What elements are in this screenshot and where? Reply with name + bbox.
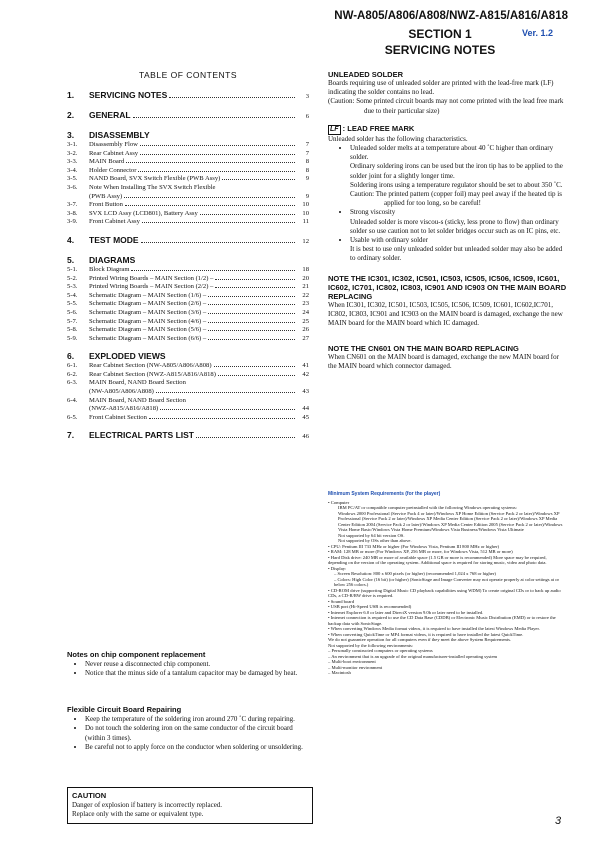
toc-entry-page: 11 (302, 218, 309, 226)
toc-entry-page: 23 (302, 300, 309, 308)
toc-leader (200, 214, 295, 215)
unleaded-caution: (Caution: Some printed circuit boards may not come printed with the lead free mark due to their particular size) (328, 97, 564, 115)
toc-leader (215, 279, 295, 280)
toc-entry-page: 20 (302, 274, 309, 282)
toc-entry-number: 6-3. (67, 379, 78, 387)
list-item (350, 236, 568, 264)
toc-entry-number: 5-1. (67, 265, 78, 273)
toc-entry-text: Front Button (89, 201, 123, 209)
toc-leader (160, 409, 295, 410)
toc-entry-text: ELECTRICAL PARTS LIST (89, 430, 194, 441)
toc-leader (208, 296, 295, 297)
toc-leader (138, 171, 295, 172)
toc-entry-text: Schematic Diagram – MAIN Section (5/6) – (89, 326, 207, 334)
toc-section (67, 130, 309, 141)
toc-entry-page: 9 (305, 192, 309, 200)
toc-leader (218, 375, 295, 376)
toc-entry-number: 2. (67, 110, 75, 120)
toc-leader (133, 117, 295, 118)
lf-title: : LEAD FREE MARK (342, 123, 415, 133)
sysreq-line: • Display: (328, 565, 347, 571)
lead-free-logo: LF (330, 125, 339, 133)
toc-entry-text: MAIN Board, NAND Board Section (89, 396, 186, 404)
toc-entry-text: Schematic Diagram – MAIN Section (2/6) – (89, 300, 207, 308)
toc-leader (208, 339, 295, 340)
toc-entry-page: 3 (305, 93, 309, 100)
toc-entry-number: 5-9. (67, 334, 78, 342)
toc-entry-number: 4. (67, 234, 75, 245)
toc-entry-text: Schematic Diagram – MAIN Section (3/6) – (89, 308, 207, 316)
toc-entry-text: Printed Wiring Boards – MAIN Section (2/2) – (89, 283, 214, 291)
sysreq-line: – Colors: High Color (16 bit) (or higher) (SonicStage and Image Converter may not operate properly at color settings at or below 256 colors.) (334, 576, 560, 587)
toc-title: TABLE OF CONTENTS (138, 70, 238, 80)
sysreq-line: – Macintosh (328, 670, 351, 675)
ic-note-title: NOTE THE IC301, IC302, IC501, IC503, IC505, IC506, IC509, IC601, IC602, IC701, IC802, IC803, IC901 AND IC903 ON THE MAIN BOARD REPLACING (328, 273, 567, 301)
page-number: 3 (555, 815, 562, 827)
toc-entry-number: 5-5. (67, 300, 78, 308)
sysreq-line: – An environment that is an upgrade of the original manufacturer-installed operating system (328, 653, 498, 659)
toc-entry-number: 1. (67, 90, 75, 100)
toc-leader (125, 205, 295, 206)
list-item: • Keep the temperature of the soldering iron around 270 ˚C during repairing. (85, 715, 309, 724)
toc-section (67, 430, 309, 442)
toc-entry-number: 3-3. (67, 158, 78, 166)
toc-entry-number: 3-7. (67, 201, 78, 209)
sysreq-title: Minimum System Requirements (for the player) (328, 491, 441, 497)
toc-entry (67, 275, 309, 284)
version-label: Ver. 1.2 (522, 28, 554, 38)
toc-leader (208, 304, 295, 305)
toc-entry-text: Printed Wiring Boards – MAIN Section (1/2) – (89, 274, 214, 282)
sysreq-line: • When converting QuickTime or MP4 format videos, it is required to have installed the latest QuickTime. (328, 631, 524, 637)
toc-section (67, 110, 309, 122)
toc-entry (67, 397, 309, 406)
toc-entry-text: SERVICING NOTES (89, 90, 168, 100)
chip-notes-title: Notes on chip component replacement (67, 650, 206, 659)
flex-board-notes (67, 705, 309, 752)
toc-entry-text: MAIN Board, NAND Board Section (89, 379, 186, 387)
toc-entry-number: 6-4. (67, 396, 78, 404)
toc-entry-text: Schematic Diagram – MAIN Section (6/6) – (89, 334, 207, 342)
toc-entry-page: 25 (302, 317, 309, 325)
section-subtitle: SERVICING NOTES (384, 43, 496, 57)
sysreq-line: IBM PC/AT or compatible computer preinstalled with the following Windows operating systems: (338, 505, 517, 510)
toc-entry-number: 3-4. (67, 166, 78, 174)
toc-entry (67, 167, 309, 176)
sysreq-line: Not supported by the following environments: (328, 642, 414, 648)
sysreq-line: • Computer (328, 499, 350, 505)
cn-note-body: When CN601 on the MAIN board is damaged, exchange the new MAIN board for the MAIN board which connector damaged. (328, 353, 559, 371)
list-item: • Be careful not to apply force on the conductor when soldering or unsoldering. (85, 743, 309, 752)
toc-entry-number: 5-4. (67, 291, 78, 299)
sysreq-line: We do not guarantee operation for all computers even if they meet the above System Requirements. (328, 637, 512, 642)
sysreq-line: Windows 2000 Professional (Service Pack 4 or later)/Windows XP Home Edition (Service Pack 2 or later)/Windows XP Professional (Service Pack 2 or later)/Windows XP Media Center Edition (Service Pack 2 or later)/Windows XP Media Center Edition 2004 (Service Pack 2 or later)/Windows XP Media Center Edition 2005 (Service Pack 2 or later)/Windows Vista Home Basic/Windows Vista Home Premium/Windows Vista Business/Windows Vista Ultimate (338, 510, 563, 532)
toc-leader (208, 330, 295, 331)
toc-entry-number: 7. (67, 430, 75, 441)
toc-entry-page: 22 (302, 291, 309, 299)
toc-entry (67, 175, 309, 184)
toc-leader (156, 392, 295, 393)
sysreq-line: – Screen Resolution: 800 x 600 pixels (or higher) (recommended 1,024 x 768 or higher) (334, 571, 496, 576)
toc-entry-number: 6-5. (67, 413, 78, 421)
toc-entry (67, 309, 309, 318)
toc-leader (140, 145, 295, 146)
toc-entry (67, 201, 309, 210)
lf-intro: Unleaded solder has the following characteristics. (328, 134, 468, 143)
toc-entry-text: SVX LCD Assy (LCD801), Battery Assy (89, 209, 198, 217)
list-item (350, 208, 568, 236)
toc-entry-page: 21 (302, 283, 309, 291)
toc-entry-page: 12 (302, 237, 309, 245)
toc-entry (67, 210, 309, 219)
list-item: • Never reuse a disconnected chip component. (85, 660, 309, 669)
system-requirements (328, 492, 566, 676)
toc-entry-page: 24 (302, 308, 309, 316)
sysreq-line: • USB port (Hi-Speed USB is recommended) (328, 604, 412, 609)
toc-entry-continued (67, 388, 309, 397)
sysreq-line: • CD-ROM drive (supporting Digital Music CD playback capabilities using WDM) To create original CDs or to back up audio CDs, a CD-R/RW drive is required. (328, 587, 561, 598)
toc-entry-page: 8 (305, 158, 309, 166)
sysreq-line: Not supported by 64 bit version OS. (338, 532, 405, 538)
toc-entry-text: Schematic Diagram – MAIN Section (1/6) – (89, 291, 207, 299)
toc-section (67, 235, 309, 247)
table-of-contents (67, 70, 309, 442)
toc-entry-page: 26 (302, 326, 309, 334)
toc-entry-page: 43 (302, 388, 309, 396)
list-item: • Notice that the minus side of a tantalum capacitor may be damaged by heat. (85, 669, 309, 678)
toc-entry (67, 266, 309, 275)
toc-entry (67, 326, 309, 335)
sysreq-line: • Hard Disk drive: 240 MB or more of available space (1.5 GB or more is recommended) More space may be required, depending on the version of the operating system. Additional space is required for storing music, video and photo data. (328, 554, 547, 565)
toc-entry-number: 3-1. (67, 141, 78, 148)
toc-entry-text: (PWB Assy) (89, 192, 123, 200)
toc-entry (67, 218, 309, 227)
chip-notes (67, 650, 309, 679)
toc-entry (67, 371, 309, 380)
lf-sub-text: Unleaded solder is more viscou-s (sticky, less prone to flow) than ordinary solder so use caution not to let solder bridges occur such as on IC pins, etc. (350, 217, 561, 235)
toc-leader (141, 242, 295, 243)
toc-entry-number: 6. (67, 351, 75, 362)
sysreq-line: • Sound board (328, 598, 355, 604)
toc-entry-number: 3-8. (67, 209, 78, 217)
toc-entry (67, 141, 309, 150)
toc-entry-page: 41 (302, 362, 309, 370)
caution-title: CAUTION (72, 791, 107, 800)
toc-leader (169, 97, 295, 98)
toc-entry-text: TEST MODE (89, 234, 139, 245)
toc-entry (67, 292, 309, 301)
toc-entry-text: Schematic Diagram – MAIN Section (4/6) – (89, 317, 207, 325)
right-column (328, 70, 568, 372)
sysreq-line: • Internet Explorer 6.0 or later and DirectX version 9.0b or later need to be installed. (328, 609, 484, 615)
toc-entry-text: Rear Cabinet Section (NW-A805/A806/A808) (89, 362, 212, 370)
toc-section (67, 351, 309, 362)
toc-entry-text: MAIN Board (89, 158, 125, 166)
caution-line: Replace only with the same or equivalent type. (72, 810, 204, 819)
toc-entry-page: 45 (302, 413, 309, 421)
toc-entry-number: 5-7. (67, 317, 78, 325)
toc-entry-continued (67, 193, 309, 202)
sysreq-line: • CPU: Pentium III 733 MHz or higher (For Windows Vista, Pentium III 800 MHz or higher) (328, 543, 500, 549)
toc-entry-number: 3. (67, 130, 75, 140)
lf-bullet-text: Unleaded solder melts at a temperature about 40 ˚C higher than ordinary solder. (350, 144, 554, 162)
toc-entry-page: 46 (302, 433, 309, 441)
toc-leader (140, 154, 295, 155)
toc-leader (214, 366, 295, 367)
toc-entry-text: (NW-A805/A806/A808) (89, 388, 154, 396)
unleaded-intro: Boards requiring use of unleaded solder are printed with the lead-free mark (LF) indicating the solder contains no lead. (328, 79, 554, 97)
toc-entry-page: 27 (302, 334, 309, 342)
toc-entry-number: 5-2. (67, 274, 78, 282)
caution-box (67, 787, 313, 824)
toc-entry-text: GENERAL (89, 110, 131, 120)
toc-entry (67, 283, 309, 292)
sysreq-list (328, 500, 566, 676)
toc-entry (67, 379, 309, 388)
list-item (350, 144, 568, 208)
toc-entry (67, 414, 309, 423)
toc-entry-text: Front Cabinet Assy (89, 218, 140, 226)
model-header: NW-A805/A806/A808/NWZ-A815/A816/A818 (334, 10, 568, 22)
toc-entry-number: 3-6. (67, 183, 78, 191)
toc-entry-text: Disassembly Flow (89, 141, 138, 148)
toc-entry-page: 44 (302, 405, 309, 413)
lf-sub-text: It is best to use only unleaded solder but unleaded solder may also be added to ordinary solder. (350, 245, 563, 263)
toc-leader (124, 197, 295, 198)
flex-notes-title: Flexible Circuit Board Repairing (67, 705, 182, 714)
ic-note-body: When IC301, IC302, IC501, IC503, IC505, IC506, IC509, IC601, IC602,IC701, IC802, IC803, IC901 and IC903 on the MAIN board is damaged, exchange the new MAIN board for the MAIN board which IC damaged. (328, 300, 563, 328)
toc-list (67, 90, 309, 442)
unleaded-title: UNLEADED SOLDER (328, 70, 404, 79)
lf-bullet-text: Usable with ordinary solder (350, 236, 428, 245)
toc-entry-text: Rear Cabinet Assy (89, 149, 139, 157)
toc-entry-number: 3-5. (67, 175, 78, 183)
toc-entry-number: 5-8. (67, 326, 78, 334)
sysreq-line: • Internet connection is required to use the CD Data Base (CDDB) or Electronic Music Distribution (EMD) or to restore the backup data with SonicStage. (328, 615, 556, 626)
sysreq-line: Not supported by OSs other than above. (338, 538, 412, 543)
toc-entry-page: 7 (305, 149, 309, 157)
lf-sub-caution: Caution: The printed pattern (copper foil) may peel away if the heated tip is applied for too long, so be careful! (350, 190, 562, 208)
toc-entry-page: 42 (302, 370, 309, 378)
toc-entry-page: 9 (305, 175, 309, 183)
toc-leader (131, 270, 295, 271)
toc-entry (67, 318, 309, 327)
lf-bullet-text: Strong viscosity (350, 208, 396, 217)
toc-section (67, 255, 309, 266)
lf-sub-text: Ordinary soldering irons can be used but the iron tip has to be applied to the solder joint for a slightly longer time. (350, 162, 563, 180)
toc-entry-text: Rear Cabinet Section (NWZ-A815/A816/A818) (89, 370, 216, 378)
toc-entry-number: 6-1. (67, 362, 78, 370)
toc-entry-number: 5-6. (67, 308, 78, 316)
toc-entry-page: 18 (302, 265, 309, 273)
caution-line: Danger of explosion if battery is incorrectly replaced. (72, 801, 223, 810)
toc-entry-continued (67, 405, 309, 414)
toc-entry-text: EXPLODED VIEWS (89, 351, 166, 362)
toc-entry-page: 7 (305, 141, 309, 148)
toc-entry (67, 158, 309, 167)
toc-entry-number: 3-9. (67, 218, 78, 226)
sysreq-line: – Multi-monitor environment (328, 664, 383, 670)
toc-entry (67, 335, 309, 344)
toc-entry-text: DIAGRAMS (89, 254, 136, 265)
toc-entry-text: Note When Installing The SVX Switch Flexible (89, 183, 216, 191)
toc-entry-page: 6 (305, 113, 309, 120)
toc-entry-number: 5-3. (67, 283, 78, 291)
toc-entry-number: 3-2. (67, 149, 78, 157)
toc-entry-page: 10 (302, 209, 309, 217)
toc-entry-number: 5. (67, 254, 75, 265)
toc-leader (196, 437, 295, 438)
toc-entry (67, 362, 309, 371)
toc-section (67, 90, 309, 102)
toc-leader (126, 162, 295, 163)
toc-entry-text: DISASSEMBLY (89, 130, 150, 140)
toc-leader (142, 222, 295, 223)
toc-leader (222, 179, 295, 180)
sysreq-line: • When converting Windows Media format videos, it is required to have installed the latest Windows Media Player. (328, 626, 540, 631)
toc-entry-text: (NWZ-A815/A816/A818) (89, 405, 159, 413)
toc-leader (208, 322, 295, 323)
toc-entry (67, 150, 309, 159)
toc-entry-text: NAND Board, SVX Switch Flexible (PWB Assy) (89, 175, 221, 183)
sysreq-line: • RAM: 128 MB or more (For Windows XP, 256 MB or more, for Windows Vista, 512 MB or more) (328, 549, 513, 554)
toc-leader (215, 287, 295, 288)
toc-entry-page: 8 (305, 166, 309, 174)
toc-leader (149, 418, 295, 419)
sysreq-line: – Personally constructed computers or operating systems (328, 648, 433, 653)
toc-entry-page: 10 (302, 201, 309, 209)
sysreq-line: – Multi-boot environment (328, 659, 376, 664)
toc-entry-number: 6-2. (67, 370, 78, 378)
lf-sub-text: Soldering irons using a temperature regulator should be set to about 350 ˚C. (350, 180, 563, 189)
lf-heading (328, 124, 568, 135)
toc-entry (67, 300, 309, 309)
section-title: SECTION 1 (408, 27, 472, 41)
toc-entry-text: Holder Connector (89, 166, 137, 174)
toc-entry-text: Block Diagram (89, 265, 130, 273)
cn-note-title: NOTE THE CN601 ON THE MAIN BOARD REPLACING (328, 344, 519, 354)
list-item: • Do not touch the soldering iron on the same conductor of the circuit board (within 3 times). (85, 724, 309, 742)
toc-leader (208, 313, 295, 314)
toc-entry-text: Front Cabinet Section (89, 413, 147, 421)
toc-entry (67, 184, 309, 193)
